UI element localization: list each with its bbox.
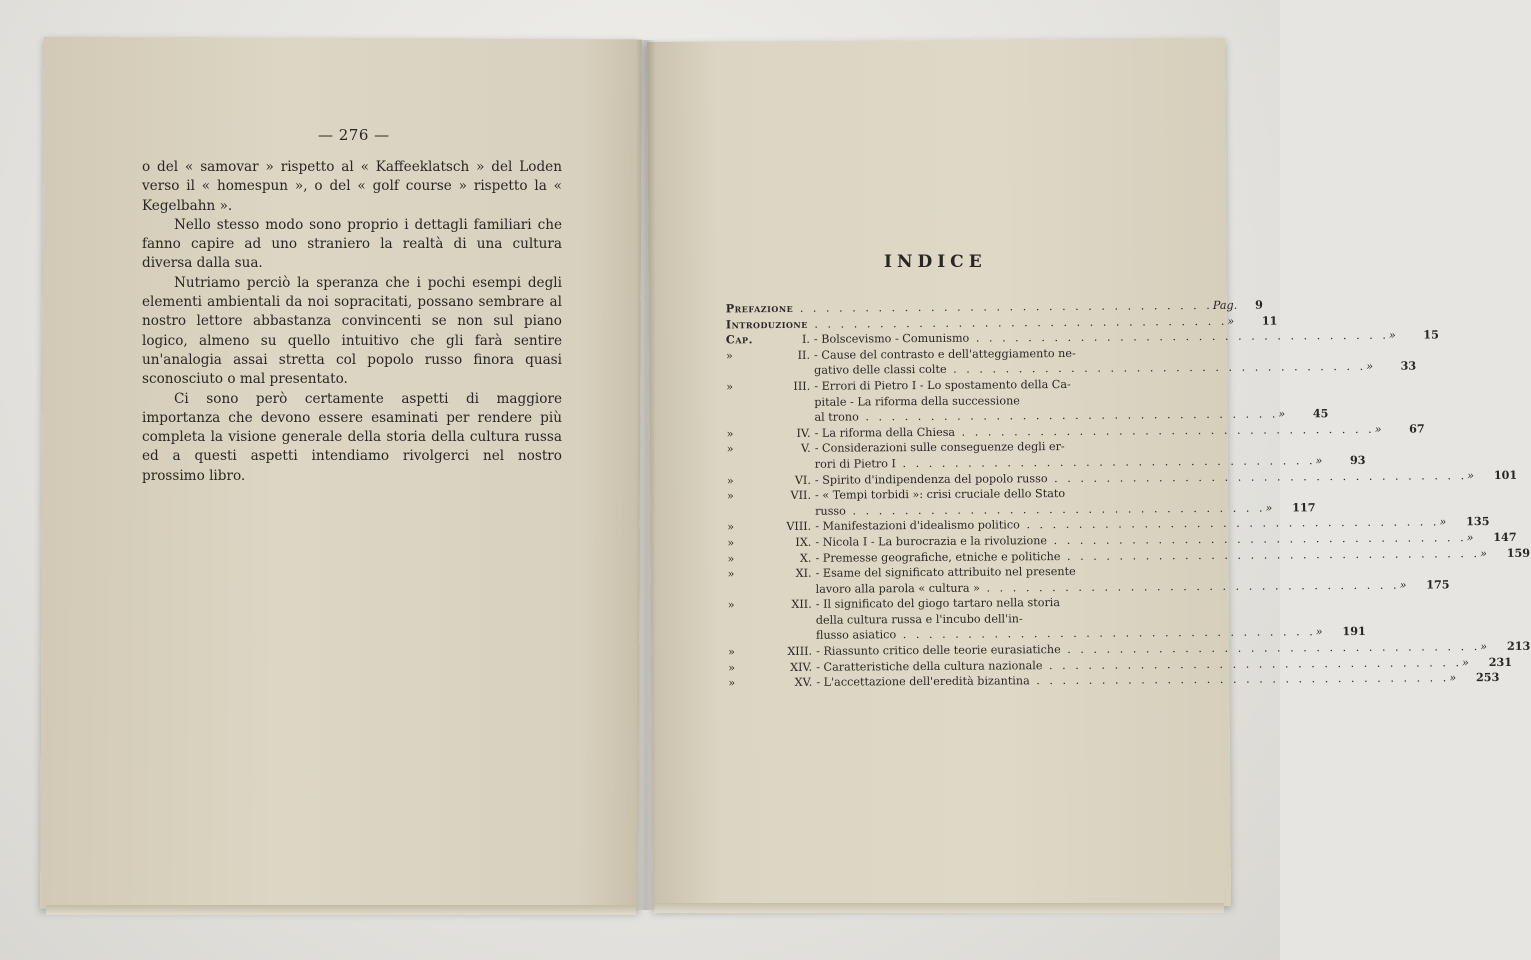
toc-title-cell [811,486,1071,503]
toc-page-number: 159 [1506,545,1531,560]
page-number: — 276 — [318,126,390,144]
toc-page-prefix: » [1480,546,1487,560]
toc-leader-dots: . . . . . . . . . . . . . . . . . . . . . . . . . . . . . . . . [1019,515,1440,532]
toc-entry-title: - Errori di Pietro I - Lo spostamento della Ca- [814,377,1071,393]
index-title: INDICE [884,252,987,272]
toc-chapter-numeral: XV. [794,676,813,690]
toc-page-prefix: » [1467,468,1475,482]
paragraph: o del « samovar » rispetto al « Kaffeeklatsch » del Loden verso il « homespun », o del « golf course » rispetto la « Kegelbahn ». [142,159,562,214]
toc-chapter-numeral: III. [793,379,811,393]
toc-page-number: 117 [1292,499,1316,515]
toc-leader-dots: . . . . . . . . . . . . . . . . . . . . . . . . . . . . . . . . [793,298,1213,315]
paragraph: Ci sono però certamente aspetti di maggiore importanza che devono essere esaminati per rendere più completa la visione generale della storia della cultura russa ed a questi aspetti intendiamo rivolgerci nel nostro prossimo libro. [142,390,562,484]
toc-page-number: 231 [1488,654,1513,669]
toc-entry-title: - Cause del contrasto e dell'atteggiamento ne- [813,346,1076,362]
toc-entry-title: - « Tempi torbidi »: crisi cruciale dello Stato [814,487,1066,502]
toc-leader-dots: . . . . . . . . . . . . . . . . . . . . . . . . . . . . . . . . [896,625,1316,642]
toc-title-cell [810,377,1071,394]
toc-page-prefix: » [1366,360,1374,374]
toc-entry-title: flusso asiatico [815,628,897,643]
toc-leader-dots: . . . . . . . . . . . . . . . . . . . . . . . . . . . . . . . . [1060,546,1481,563]
toc-entry-title: - Manifestazioni d'idealismo politico [815,518,1020,534]
toc-chapter-numeral: IV. [796,426,811,440]
toc-page-number: 175 [1426,577,1450,592]
toc-chapter-marker: » [726,473,734,487]
toc-page-number: 135 [1466,514,1490,529]
toc-page-number: 33 [1400,358,1417,374]
toc-row [728,670,1500,691]
paragraph: Nello stesso modo sono proprio i dettagli familiari che fanno capire ad uno straniero la realtà di una cultura diversa dalla sua. [142,216,562,272]
toc-leader-dots: . . . . . . . . . . . . . . . . . . . . . . . . . . . . . . . . [1029,671,1450,688]
toc-chapter-numeral: I. [801,332,810,347]
toc-entry-title: - Nicola I - La burocrazia e la rivoluzione [815,534,1048,549]
toc-page-number: 9 [1254,297,1263,312]
toc-entry-title: al trono [814,410,859,424]
paragraph: Nutriamo perciò la speranza che i pochi esempi degli elementi ambientali da noi sopracitati, possano sembrare al nostro lettore abbastanza convincenti se non sul piano logico, almeno su quello intuitivo che gli farà sentire un'analogia assai stretta col popolo russo finora quasi sconosciuto o mal presentato. [142,274,562,388]
body-text [142,158,562,486]
toc-title-cell [812,611,1072,628]
toc-page-prefix: » [1278,407,1286,421]
toc-chapter-marker: Cap. [725,332,753,347]
toc-page-prefix: » [1399,578,1407,592]
toc-page-number: 147 [1493,529,1517,544]
toc-chapter-numeral: X. [799,551,812,565]
toc-chapter-numeral: VIII. [786,520,812,534]
toc-page-prefix: » [1466,531,1474,545]
toc-chapter-numeral: XIII. [787,644,813,659]
toc-chapter-marker: » [728,645,735,659]
toc-page-prefix: » [1388,328,1396,342]
right-page-edge [654,903,1224,913]
toc-title-cell [812,577,1400,597]
toc-chapter-marker: » [726,427,734,441]
toc-entry-title: - Premesse geografiche, etniche e politiche [815,549,1061,565]
toc-chapter-numeral: XII. [791,598,812,612]
toc-page-number: 11 [1261,313,1278,328]
toc-title-cell [811,468,1467,488]
toc-leader-dots: . . . . . . . . . . . . . . . . . . . . . . . . . . . . . . . . [1042,655,1463,672]
toc-page-prefix: » [1449,671,1457,685]
toc-title-cell [811,439,1071,456]
toc-page-prefix: » [1227,314,1235,328]
toc-chapter-numeral: XIV. [790,660,813,674]
toc-entry-title: lavoro alla parola « cultura » [815,581,980,596]
toc-leader-dots: . . . . . . . . . . . . . . . . . . . . . . . . . . . . . . . . [946,360,1367,377]
toc-entry-title: - Riassunto critico delle teorie eurasiatiche [816,643,1061,658]
table-of-contents [725,297,1531,692]
toc-entry-title: pitale - La riforma della successione [814,393,1020,409]
toc-chapter-marker: » [727,598,735,612]
toc-title-cell [810,346,1076,363]
toc-entry-title: russo [815,504,846,518]
toc-leader-dots: . . . . . . . . . . . . . . . . . . . . . . . . . . . . . . . . [955,422,1375,439]
toc-leader-dots: . . . . . . . . . . . . . . . . . . . . . . . . . . . . . . . . [1047,468,1468,485]
toc-chapter-marker: » [725,349,733,363]
toc-chapter-marker: » [727,536,735,550]
toc-leader-dots: . . . . . . . . . . . . . . . . . . . . . . . . . . . . . . . . [845,501,1266,518]
toc-chapter-marker: » [727,551,735,565]
toc-title-cell [812,595,1072,612]
toc-page-number: 191 [1342,624,1366,639]
toc-chapter-marker: » [728,660,736,675]
toc-title-cell [810,393,1070,410]
toc-leader-dots: . . . . . . . . . . . . . . . . . . . . . . . . . . . . . . . . [979,578,1400,595]
toc-chapter-marker: » [726,380,734,394]
toc-title-cell [810,359,1366,378]
toc-leader-dots: . . . . . . . . . . . . . . . . . . . . . . . . . . . . . . . . [895,454,1316,471]
toc-entry-title: - Esame del significato attribuito nel presente [815,565,1076,580]
toc-chapter-numeral: VI. [794,473,811,487]
toc-page-number: 213 [1506,638,1531,653]
toc-title-cell [811,564,1075,581]
toc-page-number: 45 [1312,406,1329,421]
toc-entry-title: - Spirito d'indipendenza del popolo russo [814,471,1048,487]
toc-title-cell [812,671,1449,691]
toc-chapter-numeral: V. [800,442,811,456]
toc-chapter-marker: » [728,676,736,690]
toc-leader-dots: . . . . . . . . . . . . . . . . . . . . . . . . . . . . . . . . [1046,531,1467,548]
toc-page-number: 101 [1493,467,1518,482]
toc-page-number: 253 [1475,670,1500,685]
toc-page-prefix: » [1374,422,1382,436]
left-page-edge [46,905,636,915]
book-gutter [636,40,656,910]
toc-leader-dots: . . . . . . . . . . . . . . . . . . . . . . . . . . . . . . . . [969,328,1389,345]
toc-entry-title: - Considerazioni sulle conseguenze degli er- [814,440,1065,456]
toc-page-number: 93 [1349,452,1366,467]
toc-entry-title: - Il significato del giogo tartaro nella storia [815,596,1061,612]
toc-entry-title: - L'accettazione dell'eredità bizantina [816,674,1030,690]
toc-chapter-numeral: IX. [795,535,812,549]
toc-entry-title: della cultura russa e l'incubo dell'in- [815,612,1023,627]
toc-chapter-numeral: II. [797,348,811,362]
toc-page-prefix: » [1461,655,1469,669]
toc-entry-title: - Caratteristiche della cultura nazionale [816,658,1043,674]
toc-leader-dots: . . . . . . . . . . . . . . . . . . . . . . . . . . . . . . . . [1060,640,1481,657]
toc-entry-title: Prefazione [725,300,794,316]
toc-page-prefix: » [1315,625,1323,639]
toc-chapter-numeral: VII. [790,488,812,503]
toc-chapter-marker: » [727,520,735,534]
toc-page-prefix: » [1480,640,1488,654]
toc-page-number: 67 [1409,421,1425,436]
toc-title-cell [811,422,1375,442]
toc-leader-dots: . . . . . . . . . . . . . . . . . . . . . . . . . . . . . . . . [807,314,1228,331]
toc-page-prefix: » [1439,515,1447,529]
toc-leader-dots: . . . . . . . . . . . . . . . . . . . . . . . . . . . . . . . . [858,407,1279,424]
toc-page-number: 15 [1423,327,1439,342]
toc-entry-title: gativo delle classi colte [814,363,947,378]
toc-chapter-marker: » [726,442,734,456]
toc-entry-title: - La riforma della Chiesa [814,425,956,440]
toc-page-prefix: Pag. [1212,298,1238,312]
toc-title-cell [811,546,1480,566]
toc-page-prefix: » [1265,501,1273,515]
toc-entry-title: - Bolscevismo - Comunismo [813,331,970,346]
toc-page-prefix: » [1315,454,1323,468]
toc-entry-title: Introduzione [725,316,808,331]
toc-chapter-numeral: XI. [795,566,812,580]
toc-chapter-marker: » [727,567,735,581]
toc-entry-title: rori di Pietro I [814,457,896,471]
toc-chapter-marker: » [726,489,734,503]
toc-title-cell [810,328,1389,348]
